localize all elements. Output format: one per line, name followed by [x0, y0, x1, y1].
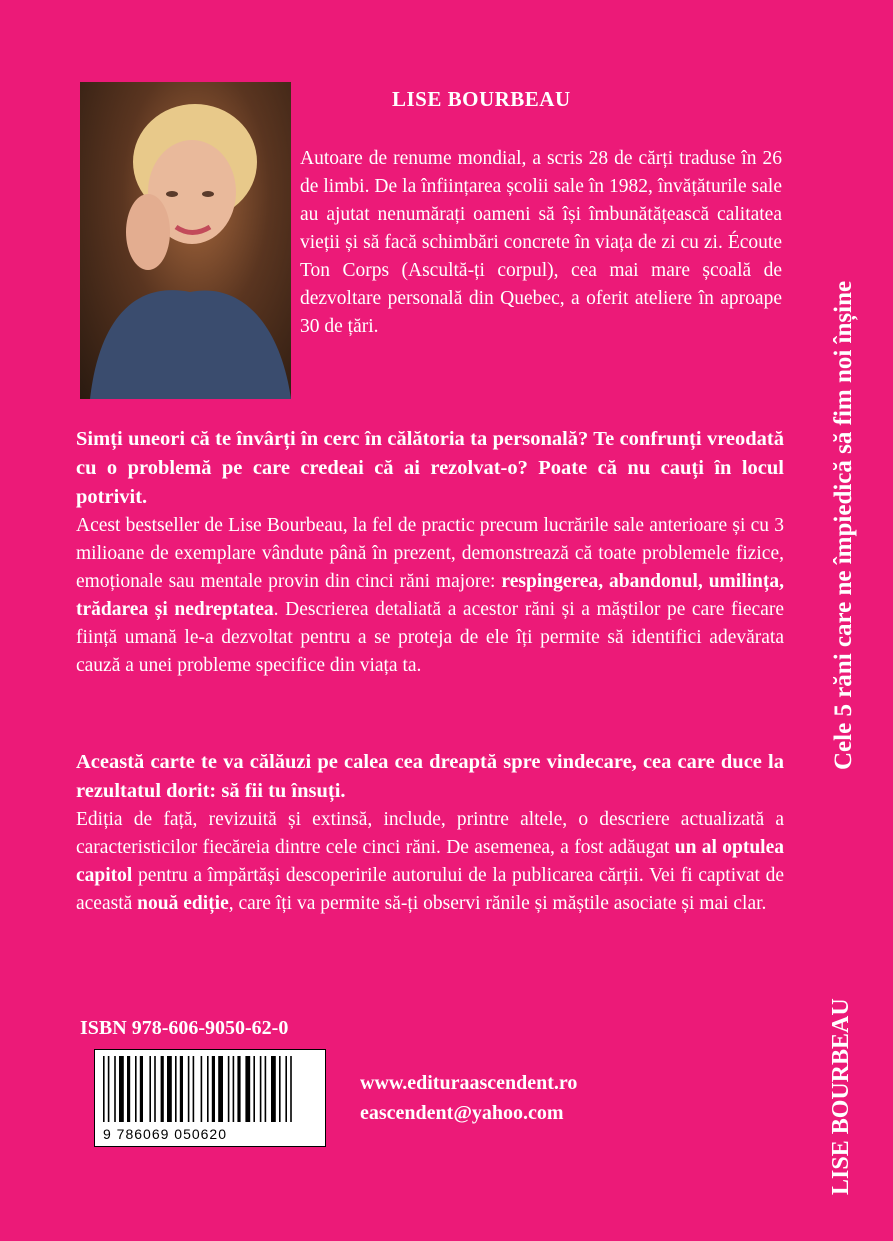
email-link[interactable]: eascendent@yahoo.com — [360, 1102, 564, 1124]
section-2-lead: Această carte te va călăuzi pe calea cea dreaptă spre vindecare, cea care duce la rezultatul dorit: să fii tu însuți. — [76, 751, 784, 802]
isbn-label: ISBN 978-606-9050-62-0 — [80, 1017, 289, 1039]
barcode-bar — [279, 1056, 281, 1122]
section-2-text-a: Ediția de față, revizuită și extinsă, include, printre altele, o descriere actualizată a caracteristicilor fiecăreia dintre cele cinci răni. De asemenea, a fost adăugat — [76, 809, 784, 858]
section-2-text-b: pentru a împărtăși descoperirile autorului de la publicarea cărții. Vei fi captivat de această — [76, 865, 784, 914]
barcode-bar — [218, 1056, 223, 1122]
barcode-bar — [212, 1056, 215, 1122]
section-2-text-c: , care îți va permite să-ți observi rănile și măștile asociate și mai clar. — [228, 893, 767, 914]
section-2-bold-chapter: un al optulea capitol — [76, 837, 784, 886]
author-photo — [80, 82, 291, 399]
barcode-bar — [175, 1056, 177, 1122]
description-section-2 — [76, 748, 784, 918]
barcode-bar — [135, 1056, 137, 1122]
section-2-bold-edition: nouă ediție — [137, 893, 229, 914]
barcode-bar — [228, 1056, 230, 1122]
barcode-bar — [188, 1056, 190, 1122]
author-heading: LISE BOURBEAU — [392, 87, 571, 111]
barcode-bar — [285, 1056, 287, 1122]
barcode-bar — [140, 1056, 143, 1122]
section-1-text-b: . Descrierea detaliată a acestor răni și a măștilor pe care fiecare ființă umană le-a dezvoltat pentru a se proteja de ele îți permite să identifici adevărata cauză a unei probleme specifice din viața ta. — [76, 599, 784, 676]
spine-title: Cele 5 răni care ne împiedică să fim noi înșine — [830, 280, 857, 770]
barcode-bar — [149, 1056, 151, 1122]
section-1-bold-wounds: respingerea, abandonul, umilința, trădarea și nedreptatea — [76, 571, 785, 620]
barcode-bar — [245, 1056, 250, 1122]
barcode-bar — [119, 1056, 124, 1122]
barcode-bar — [207, 1056, 209, 1122]
barcode-bar — [290, 1056, 292, 1122]
barcode-bar — [103, 1056, 105, 1122]
barcode-bar — [180, 1056, 183, 1122]
barcode-bar — [271, 1056, 276, 1122]
barcode-bar — [253, 1056, 255, 1122]
description-section-1 — [76, 425, 784, 680]
barcode-bar — [265, 1056, 267, 1122]
section-1-text-a: Acest bestseller de Lise Bourbeau, la fel de practic precum lucrările sale anterioare și cu 3 milioane de exemplare vândute până în prezent, demonstrează că toate problemele fizice, emoționale sau mentale provin din cinci răni majore: — [76, 515, 784, 592]
spine-author: LISE BOURBEAU — [828, 998, 854, 1195]
barcode-bar — [233, 1056, 235, 1122]
barcode — [94, 1049, 326, 1147]
barcode-bar — [237, 1056, 240, 1122]
barcode-bars — [101, 1056, 319, 1122]
barcode-bar — [161, 1056, 164, 1122]
barcode-bar — [108, 1056, 110, 1122]
barcode-bar — [193, 1056, 195, 1122]
author-bio: Autoare de renume mondial, a scris 28 de cărți traduse în 26 de limbi. De la înființarea școlii sale în 1982, învățăturile sale au ajutat nenumărați oameni să își îmbunătățească calitatea vieții și să facă schimbări concrete în viața de zi cu zi. Écoute Ton Corps (Ascultă-ți corpul), cea mai mare școală de dezvoltare personală din Quebec, a oferit ateliere în aproape 30 de țări. — [300, 148, 782, 337]
barcode-bar — [167, 1056, 172, 1122]
website-link[interactable]: www.edituraascendent.ro — [360, 1072, 578, 1094]
barcode-bar — [154, 1056, 156, 1122]
barcode-bar — [201, 1056, 203, 1122]
barcode-digits: 9 786069 050620 — [103, 1126, 227, 1142]
barcode-bar — [127, 1056, 130, 1122]
section-1-lead: Simți uneori că te învârți în cerc în călătoria ta personală? Te confrunți vreodată cu o problemă pe care credeai că ai rezolvat-o? Poate că nu cauți în locul potrivit. — [76, 428, 784, 508]
barcode-bar — [260, 1056, 262, 1122]
barcode-bar — [114, 1056, 116, 1122]
contact-block — [360, 1068, 680, 1128]
